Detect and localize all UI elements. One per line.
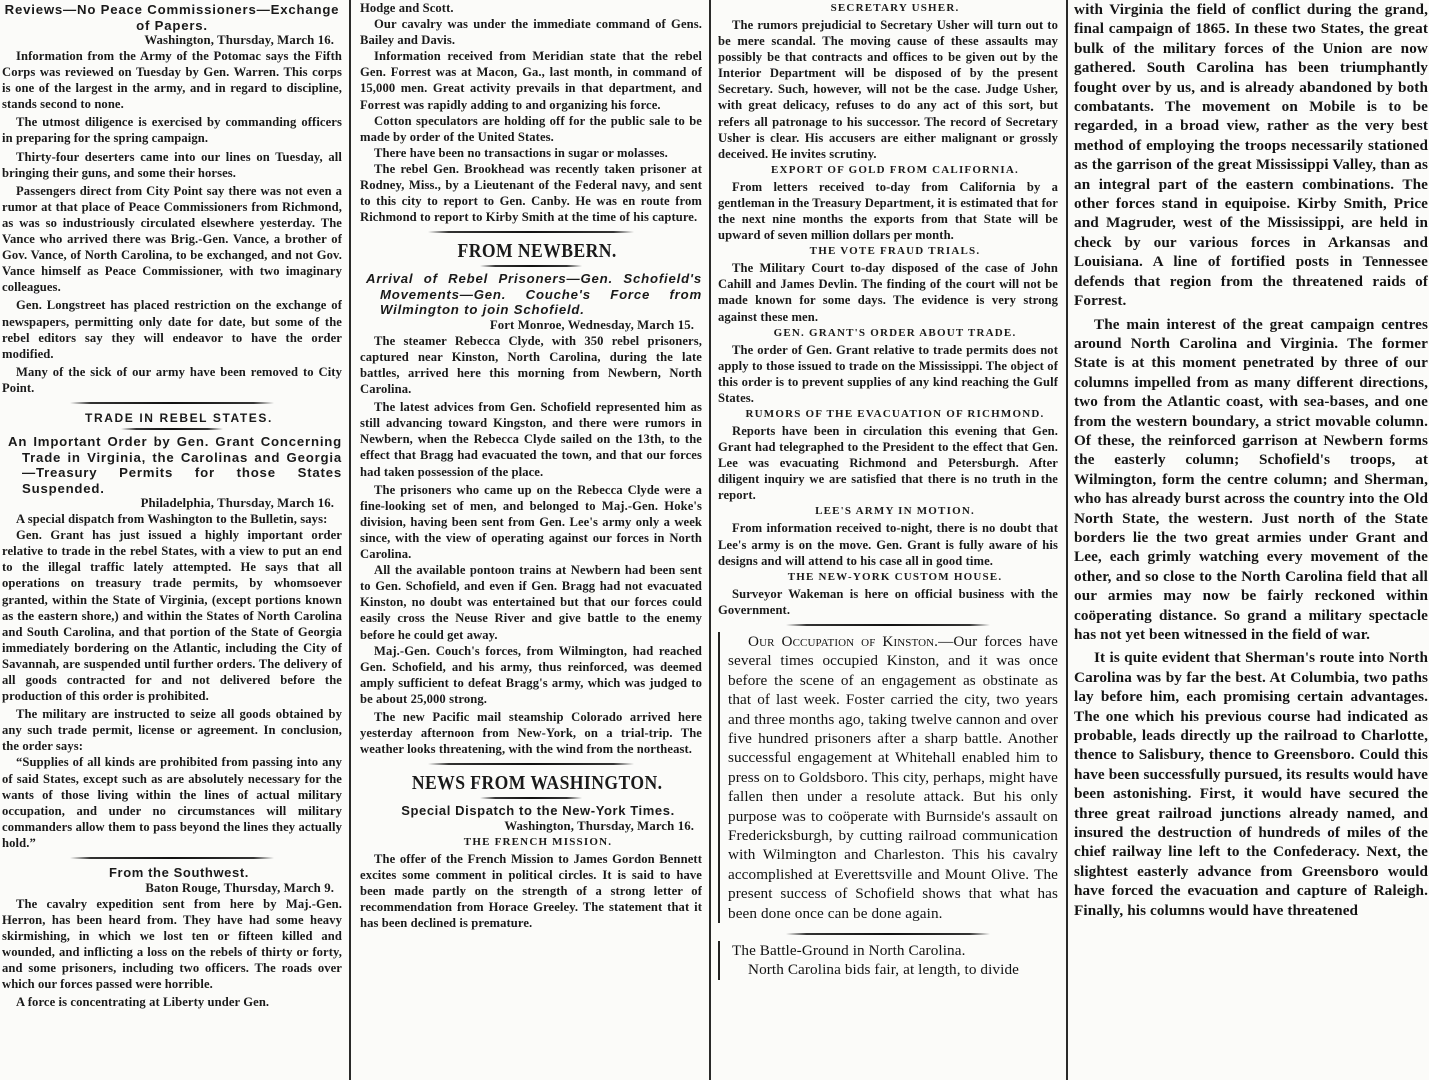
paragraph: The main interest of the great campaign centres around North Carolina and Virginia. The former State is at this moment penetrated by three of our columns impelled from as many different directions, two from the Atlantic coast, with sea-bases, and one from the western boundary, a strict movable column. Of these, the reinforced garrison at Newbern forms the easterly column; Schofield's troops, at Wilmington, form the centre column; and Sherman, who has already burst across the country into the Old North State, the western. Just north of the State borders lie the two great armies under Grant and Lee, each grimly watching every movement of the other, and so close to the North Carolina field that all our armies may now be fairly reckoned within coöperating distance. So grand a military spectacle has not yet been witnessed in the field of war. xyxy=(1074,315,1428,643)
paragraph: Information from the Army of the Potomac says the Fifth Corps was reviewed on Tuesday by Gen. Warren. This corps is one of the largest in the army, and in regard to discipline, stands second to none. xyxy=(2,49,342,112)
paragraph: The rumors prejudicial to Secretary Usher will turn out to be mere scandal. The moving cause of these assaults may possibly be that contracts and offices to be given out by the Interior Department will be disposed of by the present Secretary. Such, however, will not be the case. Judge Usher, with great delicacy, refuses to do any act of this sort, but refers all patronage to his successor. The record of Secretary Usher is clear. His accusers are either malignant or grossly deceived. He invites scrutiny. xyxy=(718,18,1058,161)
paragraph: Many of the sick of our army have been removed to City Point. xyxy=(2,364,342,395)
paragraph: Our cavalry was under the immediate command of Gens. Bailey and Davis. xyxy=(360,17,702,48)
article-trade xyxy=(2,410,342,851)
section-headline: THE NEW-YORK CUSTOM HOUSE. xyxy=(787,570,1003,583)
article-headline: FROM NEWBERN. xyxy=(457,240,617,263)
paragraph: The Military Court to-day disposed of the case of John Cahill and James Devlin. The finding of the court will not be made known for some days. The evidence is very strong against these men. xyxy=(718,261,1058,324)
divider xyxy=(70,402,274,404)
paragraph: Maj.-Gen. Couch's forces, from Wilmington, had reached Gen. Schofield, and his army, thus reinforced, was deemed amply sufficient to defeat Bragg's army, which was judged to be about 25,000 strong. xyxy=(360,643,702,706)
dateline: Washington, Thursday, March 16. xyxy=(504,818,694,833)
divider xyxy=(480,797,583,799)
section-headline: THE FRENCH MISSION. xyxy=(463,835,613,848)
article-kinston xyxy=(718,632,1058,923)
paragraph: A special dispatch from Washington to the Bulletin, says: xyxy=(16,512,328,527)
washington-sections xyxy=(718,1,1058,618)
article-battleground xyxy=(718,941,1058,980)
section-headline: RUMORS OF THE EVACUATION OF RICHMOND. xyxy=(745,407,1045,420)
article-reviews xyxy=(2,2,342,396)
dateline: Fort Monroe, Wednesday, March 15. xyxy=(489,317,694,332)
paragraph: The steamer Rebecca Clyde, with 350 rebel prisoners, captured near Kinston, North Carolina, during the late battles, arrived here this morning from Newbern, North Carolina. xyxy=(360,333,702,397)
dateline: Washington, Thursday, March 16. xyxy=(144,33,334,47)
divider xyxy=(480,265,583,267)
paragraph: From information received to-night, there is no doubt that Lee's army is on the move. Gen. Grant is fully aware of his designs and will attend to his case all in good time. xyxy=(718,521,1058,568)
paragraph: Reports have been in circulation this evening that Gen. Grant had telegraphed to the President to the effect that Gen. Lee was evacuating Richmond and Petersburgh. After diligent inquiry we are satisfied that there is no truth in the report. xyxy=(718,423,1058,503)
divider xyxy=(786,933,990,935)
paragraph: The order of Gen. Grant relative to trade permits does not apply to those issued to trade on the Mississippi. The object of this order is to prevent supplies of any kind reaching the Gulf States. xyxy=(718,342,1058,405)
section-headline: EXPORT OF GOLD FROM CALIFORNIA. xyxy=(771,163,1019,176)
divider xyxy=(428,763,633,765)
article-southwest xyxy=(2,865,342,1010)
article-headline: Reviews—No Peace Commissioners—Exchange of Papers. xyxy=(4,2,340,33)
paragraph: The prisoners who came up on the Rebecca Clyde were a fine-looking set of men, and belonged to Maj.-Gen. Hoke's division, having been sent from Gen. Lee's army only a week since, with the view of operating against our forces in North Carolina. xyxy=(360,482,702,562)
paragraph xyxy=(728,632,1058,923)
column-rule xyxy=(709,0,711,1080)
dateline: Baton Rouge, Thursday, March 9. xyxy=(145,880,334,895)
column-1 xyxy=(2,0,342,1080)
paragraph: From letters received to-day from California by a gentleman in the Treasury Department, it is estimated that for the next nine months the exports from that State will be upward of seven million dollars per month. xyxy=(718,179,1058,243)
paragraph: The new Pacific mail steamship Colorado arrived here yesterday afternoon from New-York, on a trial-trip. The weather looks threatening, with the wind from the northeast. xyxy=(360,709,702,757)
paragraph: The cavalry expedition sent from here by Maj.-Gen. Herron, has been heard from. They have had some heavy skirmishing, in which we lost ten or fifteen killed and wounded, and inflicting a loss on the rebels of thirty or forty, and some prisoners, including two officers. The roads over which our forces passed were horrible. xyxy=(2,896,342,991)
column-2 xyxy=(360,0,702,1080)
paragraph: Cotton speculators are holding off for the public sale to be made by order of the United States. xyxy=(360,113,702,144)
column-3 xyxy=(718,0,1058,1080)
column-4 xyxy=(1074,0,1428,1080)
paragraph: A force is concentrating at Liberty under Gen. xyxy=(16,995,270,1010)
paragraph: Gen. Longstreet has placed restriction on the exchange of newspapers, permitting only date for date, but some of the rebel editors say they will endeavor to have the order modified. xyxy=(2,298,342,361)
paragraph: Thirty-four deserters came into our lines on Tuesday, all bringing their guns, and some their horses. xyxy=(2,149,342,180)
article-washington xyxy=(360,771,702,931)
paragraph: Hodge and Scott. xyxy=(360,1,454,15)
paragraph: “Supplies of all kinds are prohibited from passing into any of said States, except such as are absolutely necessary for the wants of those living within the lines of actual military occupation, and under no circumstances will military commanders allow them to pass beyond the lines they actually hold.” xyxy=(2,755,342,850)
article-headline: NEWS FROM WASHINGTON. xyxy=(411,772,663,795)
article-subhead: Special Dispatch to the New-York Times. xyxy=(401,803,675,819)
paragraph: Information received from Meridian state that the rebel Gen. Forrest was at Macon, Ga., last month, in command of 15,000 men. Great activity prevails in that department, and Forrest was rapidly adding to and organizing his force. xyxy=(360,49,702,112)
dateline: Philadelphia, Thursday, March 16. xyxy=(140,496,334,511)
section-headline: THE VOTE FRAUD TRIALS. xyxy=(809,245,981,258)
paragraph: North Carolina bids fair, at length, to divide xyxy=(748,961,1019,979)
article-headline: From the Southwest. xyxy=(109,865,249,881)
paragraph: There have been no transactions in sugar or molasses. xyxy=(374,145,668,160)
section-headline: SECRETARY USHER. xyxy=(830,2,960,14)
paragraph: It is quite evident that Sherman's route into North Carolina was by far the best. At Columbia, two paths lay before him, each promising certain advantages. The one which his previous course had indicated as probable, leads directly up the railroad to Charlotte, thence to Salisbury, thence to Greensboro. Could this have been successfully pursued, its results would have been astonishing. First, it would have secured the three great railroad junctions already named, and insured the destruction of hundreds of miles of the chief railway line left to the Confederacy. Next, the slightest easterly advance from Greensboro would have forced the evacuation and capture of Raleigh. Finally, his columns would have threatened xyxy=(1074,649,1428,919)
divider xyxy=(786,624,990,626)
paragraph: Gen. Grant has just issued a highly important order relative to trade in the rebel States, with a view to put an end to the illegal traffic lately attempted. He says that all operations on treasury trade permits, by whomsoever granted, within the State of Virginia, (except portions known as the eastern shore,) and within the States of North Carolina and South Carolina, and that portion of the State of Georgia immediately bordering on the Atlantic, including the City of Savannah, are suspended until further orders. The delivery of all goods contracted for and not delivered before the production of this order is prohibited. xyxy=(2,528,342,704)
paragraph: The utmost diligence is exercised by commanding officers in preparing for the spring campaign. xyxy=(2,115,342,146)
article-deck: Arrival of Rebel Prisoners—Gen. Schofield's Movements—Gen. Couche's Force from Wilmington to join Schofield. xyxy=(366,271,702,318)
paragraph: The latest advices from Gen. Schofield represented him as still advancing toward Kingston, and there were rumors in Newbern, when the Rebecca Clyde sailed on the 13th, to the effect that Bragg had evacuated the town, and that our forces had taken possession of the place. xyxy=(360,400,702,479)
paragraph: Surveyor Wakeman is here on official business with the Government. xyxy=(718,586,1058,617)
column-rule xyxy=(349,0,351,1080)
article-newbern xyxy=(360,239,702,757)
column-rule xyxy=(1066,0,1068,1080)
paragraph: The rebel Gen. Brookhead was recently taken prisoner at Rodney, Miss., by a Lieutenant of the Federal navy, and sent to this city to report to Gen. Canby. He was en route from Richmond to report to Kirby Smith at the time of his capture. xyxy=(360,161,702,225)
section-headline: LEE'S ARMY IN MOTION. xyxy=(815,505,975,518)
paragraph: The offer of the French Mission to James Gordon Bennett excites some comment in political circles. It is said to have been made partly on the strength of a strong letter of recommendation from Horace Greeley. The statement that it has been declined is premature. xyxy=(360,851,702,931)
article-headline: The Battle-Ground in North Carolina. xyxy=(732,942,966,959)
paragraph: with Virginia the field of conflict during the grand, final campaign of 1865. In these two States, the great bulk of the military forces of the Union are now gathered. South Carolina has been triumphantly fought over by us, and is already abandoned by both combatants. The movement on Mobile is to be regarded, in a broad view, rather as the very best method of employing the troops necessarily stationed as the garrison of the great Mississippi Valley, than as an integral part of the eastern combinations. The other forces stand in equipoise. Kirby Smith, Price and Magruder, west of the Mississippi, are held in check by our various forces in Arkansas and Louisiana. A line of fortified posts in Tennessee defends that region from the threatened raids of Forrest. xyxy=(1074,1,1428,310)
article-lead: Our Occupation of Kinston. xyxy=(748,632,939,650)
paragraph: Passengers direct from City Point say there was not even a rumor at that place of Peace Commissioners from Richmond, as was so industriously circulated elsewhere yesterday. The Vance who arrived there was Brig.-Gen. Vance, a brother of Gov. Vance, of North Carolina, to be exchanged, and not Gov. Vance himself as Peace Commissioner, with two imaginary colleagues. xyxy=(2,183,342,295)
article-southwest-continued xyxy=(360,0,702,225)
article-text: —Our forces have several times occupied Kinston, and it was once before the scene of an engagement as obstinate as that of last week. Foster carried the city, two years and three months ago, taking twelve cannon and over five hundred prisoners after a sharp battle. Another successful engagement at Whitehall enabled him to press on to Goldsboro. This city, perhaps, might have fallen then under a resolute attack. But his only purpose was to coöperate with Burnside's assault on Fredericksburgh, by cutting railroad communication with Wilmington and Charleston. This his cavalry accomplished at Everettsville and Mount Olive. The present success of Schofield shows that what has been done once can be done again. xyxy=(728,632,1058,922)
section-headline: TRADE IN REBEL STATES. xyxy=(85,410,273,425)
article-deck: An Important Order by Gen. Grant Concerning Trade in Virginia, the Carolinas and Georgia—Treasury Permits for those States Suspended. xyxy=(8,434,342,496)
paragraph: All the available pontoon trains at Newbern had been sent to Gen. Schofield, and even if Gen. Bragg had not evacuated Kinston, no doubt was entertained but that our forces could easily cross the Neuse River and give battle to the enemy before he could get away. xyxy=(360,563,702,642)
divider xyxy=(70,857,274,859)
divider xyxy=(121,428,223,430)
section-headline: GEN. GRANT'S ORDER ABOUT TRADE. xyxy=(773,326,1017,339)
paragraph: The military are instructed to seize all goods obtained by any such trade permit, license or agreement. In conclusion, the order says: xyxy=(2,707,342,754)
divider xyxy=(428,231,633,233)
